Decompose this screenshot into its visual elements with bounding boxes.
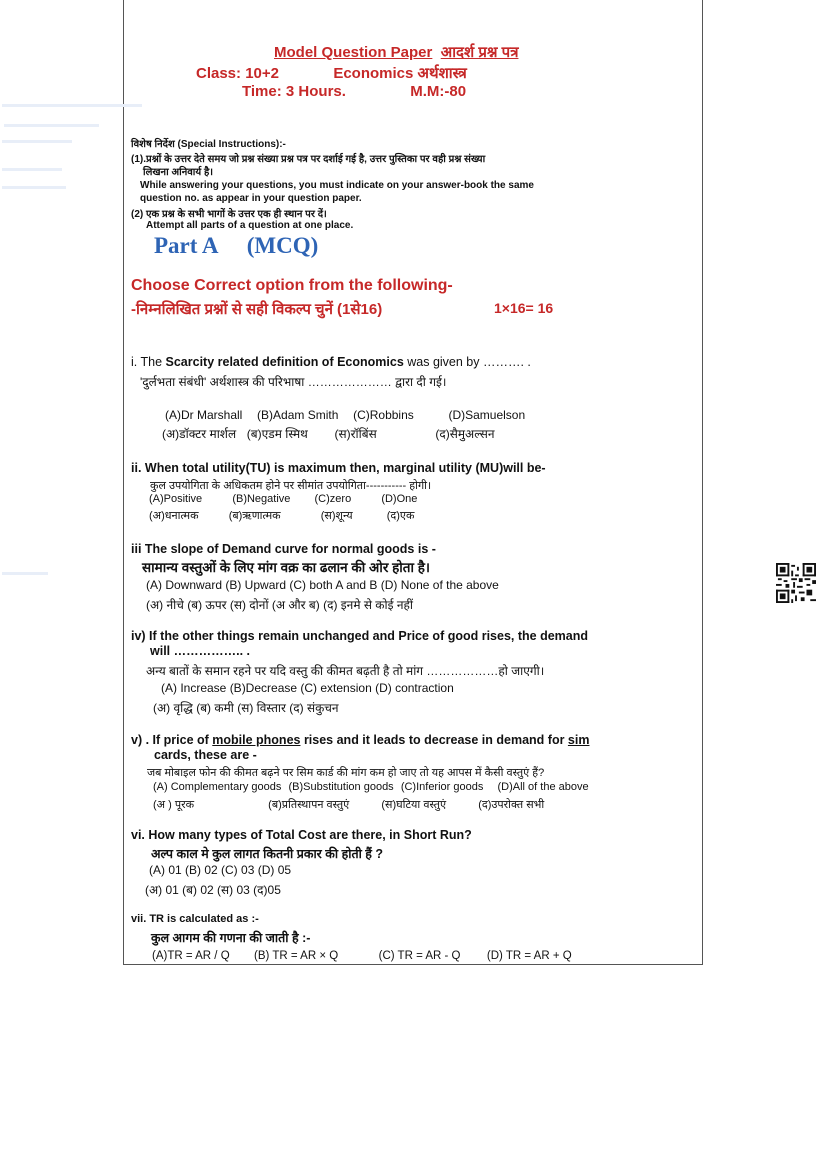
choose-heading-hi: -निम्नलिखित प्रश्नों से सही विकल्प चुनें (1से16) — [131, 301, 383, 318]
choose-heading-en: Choose Correct option from the following- — [131, 277, 453, 294]
q2-opt-c-hi: (स)शून्य — [320, 510, 353, 522]
question-5-en-a — [131, 733, 589, 747]
q6-options-en: (A) 01 (B) 02 (C) 03 (D) 05 — [149, 863, 292, 877]
q7-options — [152, 950, 572, 962]
q2-opt-a: (A)Positive — [149, 493, 203, 505]
q4-options-hi: (अ) वृद्धि (ब) कमी (स) विस्तार (द) संकुचन — [153, 701, 339, 715]
q3-options-en: (A) Downward (B) Upward (C) both A and B (D) None of the above — [146, 578, 499, 592]
q5-underlined-1: mobile phones — [212, 733, 301, 747]
q5-opt-c-hi: (स)घटिया वस्तुएं — [381, 799, 447, 811]
q1-opt-b: (B)Adam Smith — [257, 408, 339, 422]
q5-opt-d-hi: (द)उपरोक्त सभी — [478, 799, 545, 811]
q2-opt-d: (D)One — [381, 493, 418, 505]
instruction-1-en-a: While answering your questions, you must indicate on your answer-book the same — [140, 180, 534, 191]
q2-opt-d-hi: (द)एक — [386, 510, 415, 522]
q3-options-hi: (अ) नीचे (ब) ऊपर (स) दोनों (अ और ब) (द) इनमे से कोई नहीं — [146, 598, 413, 612]
question-2-hi: कुल उपयोगिता के अधिकतम होने पर सीमांत उपयोगिता----------- होगी। — [150, 480, 432, 492]
instruction-2-hi: (2) एक प्रश्न के सभी भागों के उत्तर एक ही स्थान पर दें। — [131, 209, 327, 220]
question-1-en — [131, 355, 531, 369]
subject-label: Economics अर्थशास्त्र — [333, 65, 467, 82]
scan-artifact — [2, 186, 66, 189]
q1-options-en — [165, 408, 525, 422]
question-2-en: ii. When total utility(TU) is maximum then, marginal utility (MU)will be- — [131, 461, 546, 475]
class-label: Class: 10+2 — [196, 65, 279, 82]
question-7-hi: कुल आगम की गणना की जाती है :- — [151, 931, 311, 945]
instruction-1-hi-b: लिखना अनिवार्य है। — [143, 167, 214, 178]
q2-options-hi — [149, 508, 414, 523]
q1-suffix: was given by ………. . — [403, 355, 531, 369]
q1-prefix: i. The — [131, 355, 166, 369]
instruction-2-en: Attempt all parts of a question at one place. — [146, 220, 354, 231]
paper-title-hi: आदर्श प्रश्न पत्र — [440, 44, 519, 61]
question-3-en: iii The slope of Demand curve for normal goods is - — [131, 542, 436, 556]
q7-opt-b: (B) TR = AR × Q — [254, 950, 339, 962]
qr-code-icon — [776, 563, 816, 603]
q5-options-en — [153, 781, 589, 793]
q5-options-hi — [153, 797, 544, 812]
part-type: (MCQ) — [246, 233, 319, 258]
q2-opt-a-hi: (अ)धनात्मक — [149, 510, 199, 522]
class-subject-line — [196, 63, 467, 83]
q2-opt-c: (C)zero — [314, 493, 352, 505]
marks-label: M.M:-80 — [410, 83, 467, 100]
q2-opt-b: (B)Negative — [232, 493, 291, 505]
paper-title — [274, 42, 518, 62]
time-label: Time: 3 Hours. — [242, 83, 346, 100]
q2-options-en — [149, 493, 417, 505]
q5-middle: rises and it leads to decrease in demand for — [300, 733, 568, 747]
q5-underlined-2: sim — [567, 733, 590, 747]
question-7-en: vii. TR is calculated as :- — [131, 913, 259, 925]
q1-opt-d-hi: (द)सैमुअल्सन — [435, 427, 495, 441]
q1-options-hi — [162, 425, 495, 442]
instruction-1-en-b: question no. as appear in your question paper. — [140, 193, 362, 204]
question-4-en-b: will …………….. . — [150, 644, 251, 658]
q1-opt-a-hi: (अ)डॉक्टर मार्शल — [162, 427, 237, 441]
part-label: Part A — [154, 233, 218, 258]
question-5-hi: जब मोबाइल फोन की कीमत बढ़ने पर सिम कार्ड की मांग कम हो जाए तो यह आपस में कैसी वस्तुएं हैं? — [147, 767, 545, 779]
q1-opt-c: (C)Robbins — [353, 408, 414, 422]
q5-opt-d: (D)All of the above — [497, 781, 589, 793]
q5-opt-c: (C)Inferior goods — [400, 781, 484, 793]
q5-opt-a: (A) Complementary goods — [153, 781, 282, 793]
q1-opt-a: (A)Dr Marshall — [165, 408, 243, 422]
part-heading — [154, 233, 318, 259]
q4-options-en: (A) Increase (B)Decrease (C) extension (D) contraction — [161, 681, 454, 695]
question-4-en-a: iv) If the other things remain unchanged and Price of good rises, the demand — [131, 629, 589, 643]
q1-opt-b-hi: (ब)एडम स्मिथ — [246, 427, 308, 441]
q5-opt-b: (B)Substitution goods — [288, 781, 394, 793]
q5-opt-b-hi: (ब)प्रतिस्थापन वस्तुएं — [268, 799, 350, 811]
q5-prefix: v) . If price of — [131, 733, 213, 747]
question-3-hi: सामान्य वस्तुओं के लिए मांग वक्र का ढलान की ओर होता है। — [142, 560, 430, 575]
question-1-hi: 'दुर्लभता संबंधी' अर्थशास्त्र की परिभाषा ………………… द्वारा दी गई। — [140, 375, 447, 389]
scan-artifact — [2, 140, 72, 143]
scan-artifact — [2, 104, 142, 107]
instruction-1-hi-a: (1).प्रश्नों के उत्तर देते समय जो प्रश्न संख्या प्रश्न पत्र पर दर्शाई गई है, उत्तर पुस्तिका पर वही प्रश्न संख्या — [131, 154, 486, 165]
question-4-hi: अन्य बातों के समान रहने पर यदि वस्तु की कीमत बढ़ती है तो मांग ………………हो जाएगी। — [146, 664, 545, 678]
q7-opt-c: (C) TR = AR - Q — [378, 950, 461, 962]
scan-artifact — [2, 168, 62, 171]
question-paper-page — [123, 0, 703, 965]
question-6-hi: अल्प काल मे कुल लागत कितनी प्रकार की होती हैं ? — [151, 847, 384, 861]
q1-opt-d: (D)Samuelson — [448, 408, 526, 422]
scan-artifact — [4, 124, 99, 127]
question-6-en: vi. How many types of Total Cost are there, in Short Run? — [131, 828, 472, 842]
paper-title-en: Model Question Paper — [274, 44, 433, 61]
time-marks-line — [242, 83, 466, 100]
q7-opt-a: (A)TR = AR / Q — [152, 950, 230, 962]
q7-opt-d: (D) TR = AR + Q — [486, 950, 572, 962]
scan-artifact — [2, 572, 48, 575]
q2-opt-b-hi: (ब)ऋणात्मक — [228, 510, 281, 522]
q1-opt-c-hi: (स)रॉबिंस — [334, 427, 377, 441]
q6-options-hi: (अ) 01 (ब) 02 (स) 03 (द)05 — [145, 883, 281, 897]
choose-marks: 1×16= 16 — [494, 300, 554, 316]
instructions-heading: विशेष निर्देश (Special Instructions):- — [131, 139, 286, 150]
q5-opt-a-hi: (अ ) पूरक — [153, 799, 195, 811]
q1-bold: Scarcity related definition of Economics — [165, 355, 404, 369]
question-5-en-b: cards, these are - — [154, 748, 257, 762]
